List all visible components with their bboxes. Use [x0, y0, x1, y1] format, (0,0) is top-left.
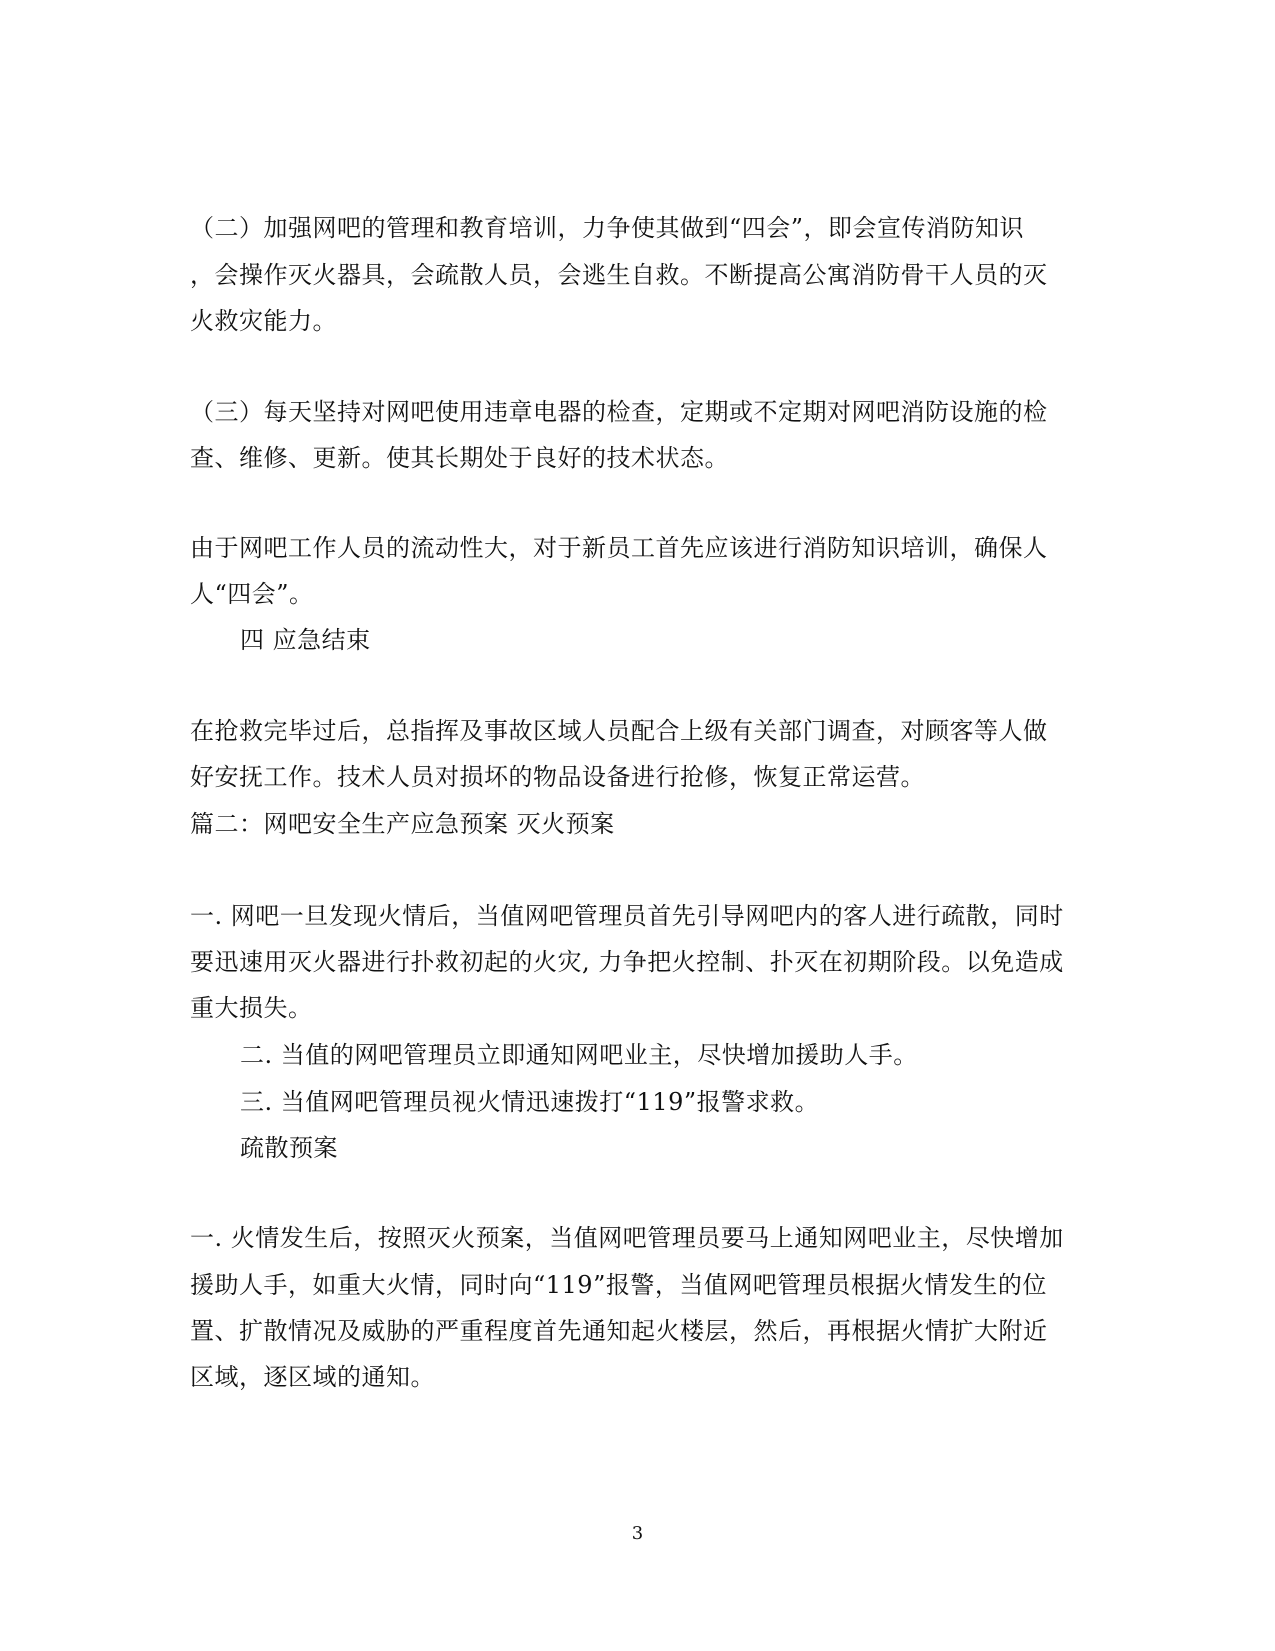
text-line: 查、维修、更新。使其长期处于良好的技术状态。	[190, 444, 729, 472]
text-line: （三）每天坚持对网吧使用违章电器的检查，定期或不定期对网吧消防设施的检	[190, 398, 1048, 426]
text-line: 好安抚工作。技术人员对损坏的物品设备进行抢修，恢复正常运营。	[190, 763, 925, 791]
text-line: 三. 当值网吧管理员视火情迅速拨打“119”报警求救。	[240, 1088, 820, 1116]
text-line: 火救灾能力。	[190, 307, 337, 335]
section-heading: 疏散预案	[240, 1134, 338, 1162]
text-line: 区域，逐区域的通知。	[190, 1363, 435, 1391]
text-line: 置、扩散情况及威胁的严重程度首先通知起火楼层，然后，再根据火情扩大附近	[190, 1317, 1048, 1345]
text-line: ，会操作灭火器具，会疏散人员，会逃生自救。不断提高公寓消防骨干人员的灭	[190, 261, 1048, 289]
text-line: 人“四会”。	[190, 580, 314, 608]
section-heading: 四 应急结束	[240, 626, 371, 654]
text-line: 在抢救完毕过后，总指挥及事故区域人员配合上级有关部门调查，对顾客等人做	[190, 717, 1048, 745]
text-line: 由于网吧工作人员的流动性大，对于新员工首先应该进行消防知识培训，确保人	[190, 534, 1048, 562]
text-line: 一. 网吧一旦发现火情后，当值网吧管理员首先引导网吧内的客人进行疏散，同时	[190, 902, 1064, 930]
text-line: 重大损失。	[190, 994, 313, 1022]
text-line: 一. 火情发生后，按照灭火预案，当值网吧管理员要马上通知网吧业主，尽快增加	[190, 1224, 1064, 1252]
text-line: 援助人手，如重大火情，同时向“119”报警，当值网吧管理员根据火情发生的位	[190, 1271, 1047, 1299]
text-line: （二）加强网吧的管理和教育培训，力争使其做到“四会”，即会宣传消防知识	[190, 214, 1025, 242]
text-line: 要迅速用灭火器进行扑救初起的火灾, 力争把火控制、扑灭在初期阶段。以免造成	[190, 948, 1064, 976]
section-heading: 篇二：网吧安全生产应急预案 灭火预案	[190, 810, 615, 838]
page-number: 3	[631, 1523, 644, 1544]
text-line: 二. 当值的网吧管理员立即通知网吧业主，尽快增加援助人手。	[240, 1041, 918, 1069]
